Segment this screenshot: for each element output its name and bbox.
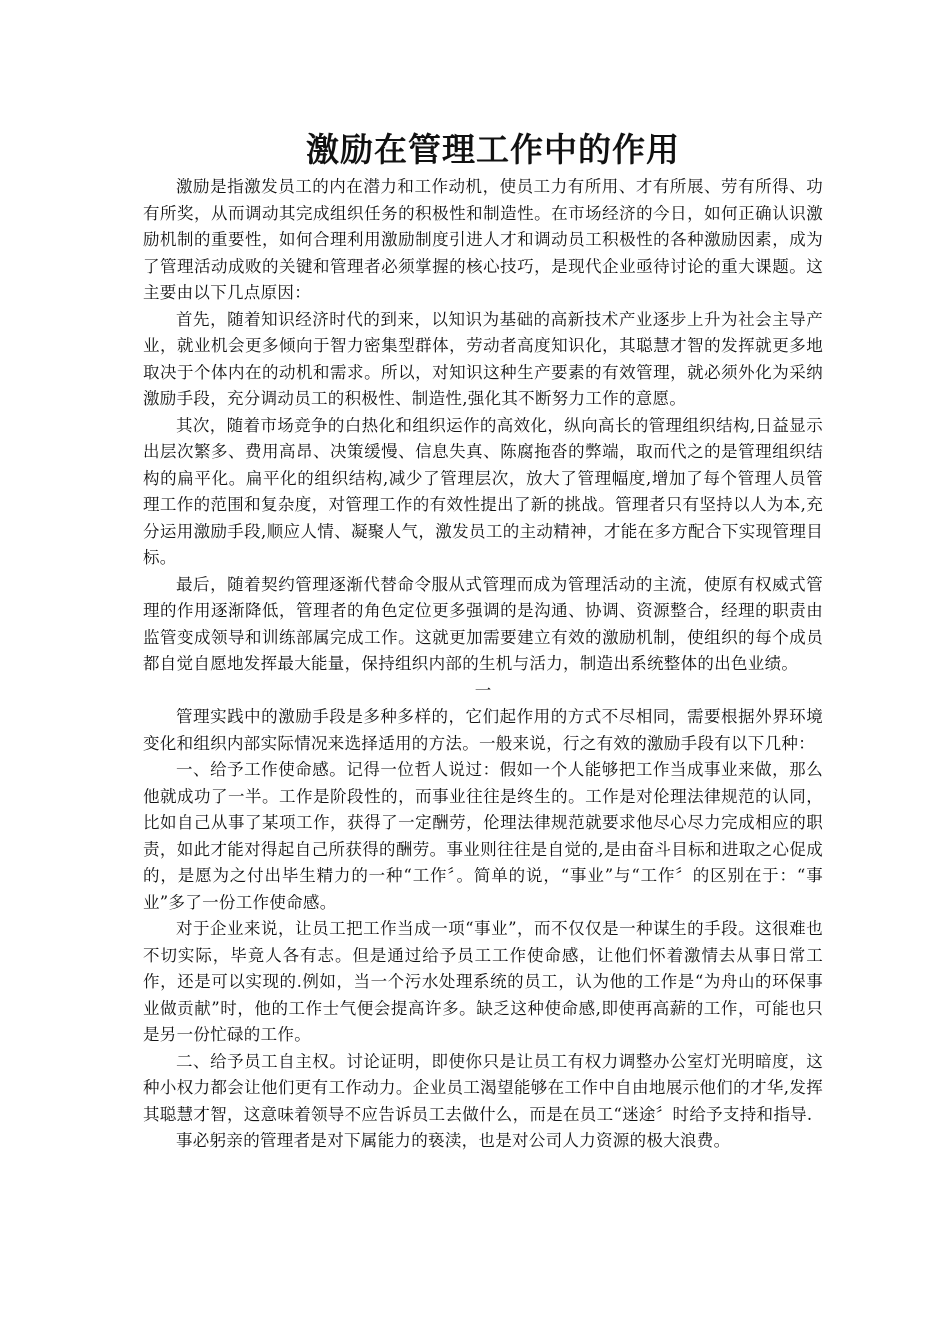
- paragraph-mission-enterprise: 对于企业来说，让员工把工作当成一项“事业”，而不仅仅是一种谋生的手段。这很难也不切实际，毕竟人各有志。但是通过给予员工工作使命感，让他们怀着激情去从事日常工作，还是可以实现的.例如，当一个污水处理系统的员工，认为他的工作是“为舟山的环保事业做贡献”时，他的工作士气便会提高许多。缺乏这种使命感,即使再高薪的工作，可能也只是另一份忙碌的工作。: [143, 919, 823, 1044]
- section-marker: 一: [474, 680, 492, 700]
- paragraph-micromanagement: 事必躬亲的管理者是对下属能力的亵渎，也是对公司人力资源的极大浪费。: [176, 1131, 731, 1150]
- paragraph-intro: 激励是指激发员工的内在潜力和工作动机，使员工力有所用、才有所展、劳有所得、功有所奖，从而调动其完成组织任务的积极性和制造性。在市场经济的今日，如何正确认识激励机制的重要性，如何合理利用激励制度引进人才和调动员工积极性的各种激励因素，成为了管理活动成败的关键和管理者必须掌握的核心技巧，是现代企业亟待讨论的重大课题。这主要由以下几点原因：: [143, 177, 823, 302]
- document-body: [143, 174, 823, 1155]
- document-title: 激励在管理工作中的作用: [306, 130, 680, 169]
- paragraph-autonomy: 二、给予员工自主权。讨论证明，即使你只是让员工有权力调整办公室灯光明暗度，这种小权力都会让他们更有工作动力。企业员工渴望能够在工作中自由地展示他们的才华,发挥其聪慧才智，这意味着领导不应告诉员工去做什么，而是在员工“迷途〞时给予支持和指导.: [143, 1051, 823, 1124]
- paragraph-third-reason: 最后，随着契约管理逐渐代替命令服从式管理而成为管理活动的主流，使原有权威式管理的作用逐渐降低，管理者的角色定位更多强调的是沟通、协调、资源整合，经理的职责由监管变成领导和训练部属完成工作。这就更加需要建立有效的激励机制，使组织的每个成员都自觉自愿地发挥最大能量，保持组织内部的生机与活力，制造出系统整体的出色业绩。: [143, 574, 823, 673]
- paragraph-methods-intro: 管理实践中的激励手段是多种多样的，它们起作用的方式不尽相同，需要根据外界环境变化和组织内部实际情况来选择适用的方法。一般来说，行之有效的激励手段有以下几种：: [143, 707, 823, 753]
- paragraph-mission: 一、给予工作使命感。记得一位哲人说过：假如一个人能够把工作当成事业来做，那么他就成功了一半。工作是阶段性的，而事业往往是终生的。工作是对伦理法律规范的认同，比如自己从事了某项工作，获得了一定酬劳，伦理法律规范就要求他尽心尽力完成相应的职责，如此才能对得起自己所获得的酬劳。事业则往往是自觉的,是由奋斗目标和进取之心促成的，是愿为之付出毕生精力的一种“工作〞。简单的说，“事业”与“工作〞的区别在于：“事业”多了一份工作使命感。: [143, 760, 823, 912]
- paragraph-first-reason: 首先，随着知识经济时代的到来，以知识为基础的高新技术产业逐步上升为社会主导产业，就业机会更多倾向于智力密集型群体，劳动者高度知识化，其聪慧才智的发挥就更多地取决于个体内在的动机和需求。所以，对知识这种生产要素的有效管理，就必须外化为采纳激励手段，充分调动员工的积极性、制造性,强化其不断努力工作的意愿。: [143, 309, 823, 408]
- paragraph-second-reason: 其次，随着市场竞争的白热化和组织运作的高效化，纵向高长的管理组织结构,日益显示出层次繁多、费用高昂、决策缓慢、信息失真、陈腐拖沓的弊端，取而代之的是管理组织结构的扁平化。扁平化的组织结构,减少了管理层次，放大了管理幅度,增加了每个管理人员管理工作的范围和复杂度，对管理工作的有效性提出了新的挑战。管理者只有坚持以人为本,充分运用激励手段,顺应人情、凝聚人气，激发员工的主动精神，才能在多方配合下实现管理目标。: [143, 415, 823, 567]
